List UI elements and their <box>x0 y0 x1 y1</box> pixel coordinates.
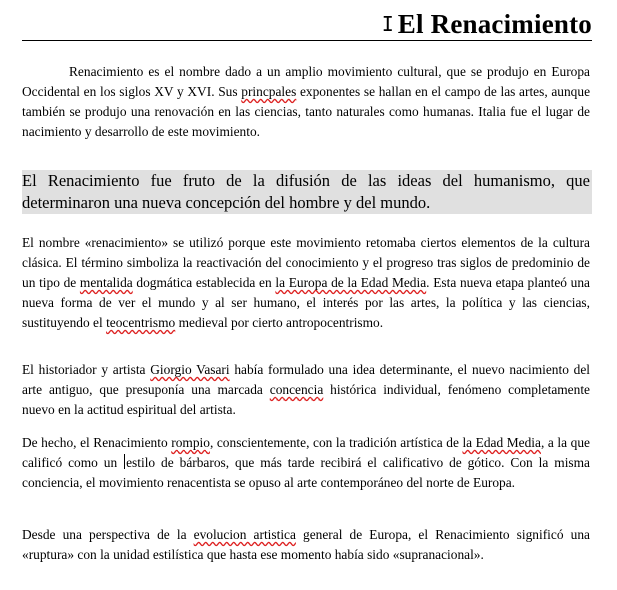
spelling-error[interactable]: rompio <box>171 435 210 450</box>
grammar-error[interactable]: la Europa de la Edad Media <box>275 275 427 290</box>
paragraph-5[interactable]: Desde una perspectiva de la evolucion artistica general de Europa, el Renacimiento significó una «ruptura» con la unidad estilística que hasta ese momento había sido «supranacional». <box>22 527 590 562</box>
title-row <box>382 6 592 42</box>
paragraph-2[interactable]: El nombre «renacimiento» se utilizó porque este movimiento retomaba ciertos elementos de la cultura clásica. El término simboliza la reactivación del conocimiento y el progreso tras siglos de predominio de un tipo de mentalida dogmática establecida en la Europa de la Edad Media. Esta nueva etapa planteó una nueva forma de ver el mundo y al ser humano, el interés por las artes, la política y las ciencias, sustituyendo el teocentrismo medieval por cierto antropocentrismo. <box>22 235 590 330</box>
spelling-error[interactable]: mentalida <box>79 275 133 290</box>
spelling-error[interactable]: concencia <box>269 382 324 397</box>
spelling-error[interactable]: teocentrismo <box>106 315 176 330</box>
highlight-text: El Renacimiento fue fruto de la difusión de las ideas del humanismo, que determinaron una nueva concepción del hombre y del mundo. <box>22 171 590 212</box>
paragraph-4[interactable]: De hecho, el Renacimiento rompio, conscientemente, con la tradición artística de la Edad Media, a la que calificó como un estilo de bárbaros, que más tarde recibirá el calificativo de gótico. Con la misma conciencia, el movimiento renacentista se opuso al arte contemporáneo del norte de Europa. <box>22 435 590 490</box>
page-title[interactable]: El Renacimiento <box>397 8 592 39</box>
spelling-error[interactable]: evolucion artistica <box>193 527 296 542</box>
paragraph-intro[interactable]: Renacimiento es el nombre dado a un amplio movimiento cultural, que se produjo en Europa Occidental en los siglos XV y XVI. Sus princpales exponentes se hallan en el campo de las artes, aunque también se produjo una renovación en las ciencias, tanto naturales como humanas. Italia fue el lugar de nacimiento y desarrollo de este movimiento. <box>22 64 591 139</box>
spelling-error[interactable]: princpales <box>241 84 297 99</box>
spelling-error[interactable]: Giorgio Vasari <box>150 362 230 377</box>
insertion-cursor <box>124 454 125 469</box>
highlighted-statement[interactable] <box>22 170 592 214</box>
title-rule <box>22 40 592 41</box>
text-cursor-icon: I <box>381 12 394 36</box>
grammar-error[interactable]: la Edad Media <box>462 435 541 450</box>
paragraph-3[interactable]: El historiador y artista Giorgio Vasari había formulado una idea determinante, el nuevo nacimiento del arte antiguo, que presuponía una marcada concencia histórica individual, fenómeno completamente nuevo en la actitud espiritual del artista. <box>22 362 590 417</box>
